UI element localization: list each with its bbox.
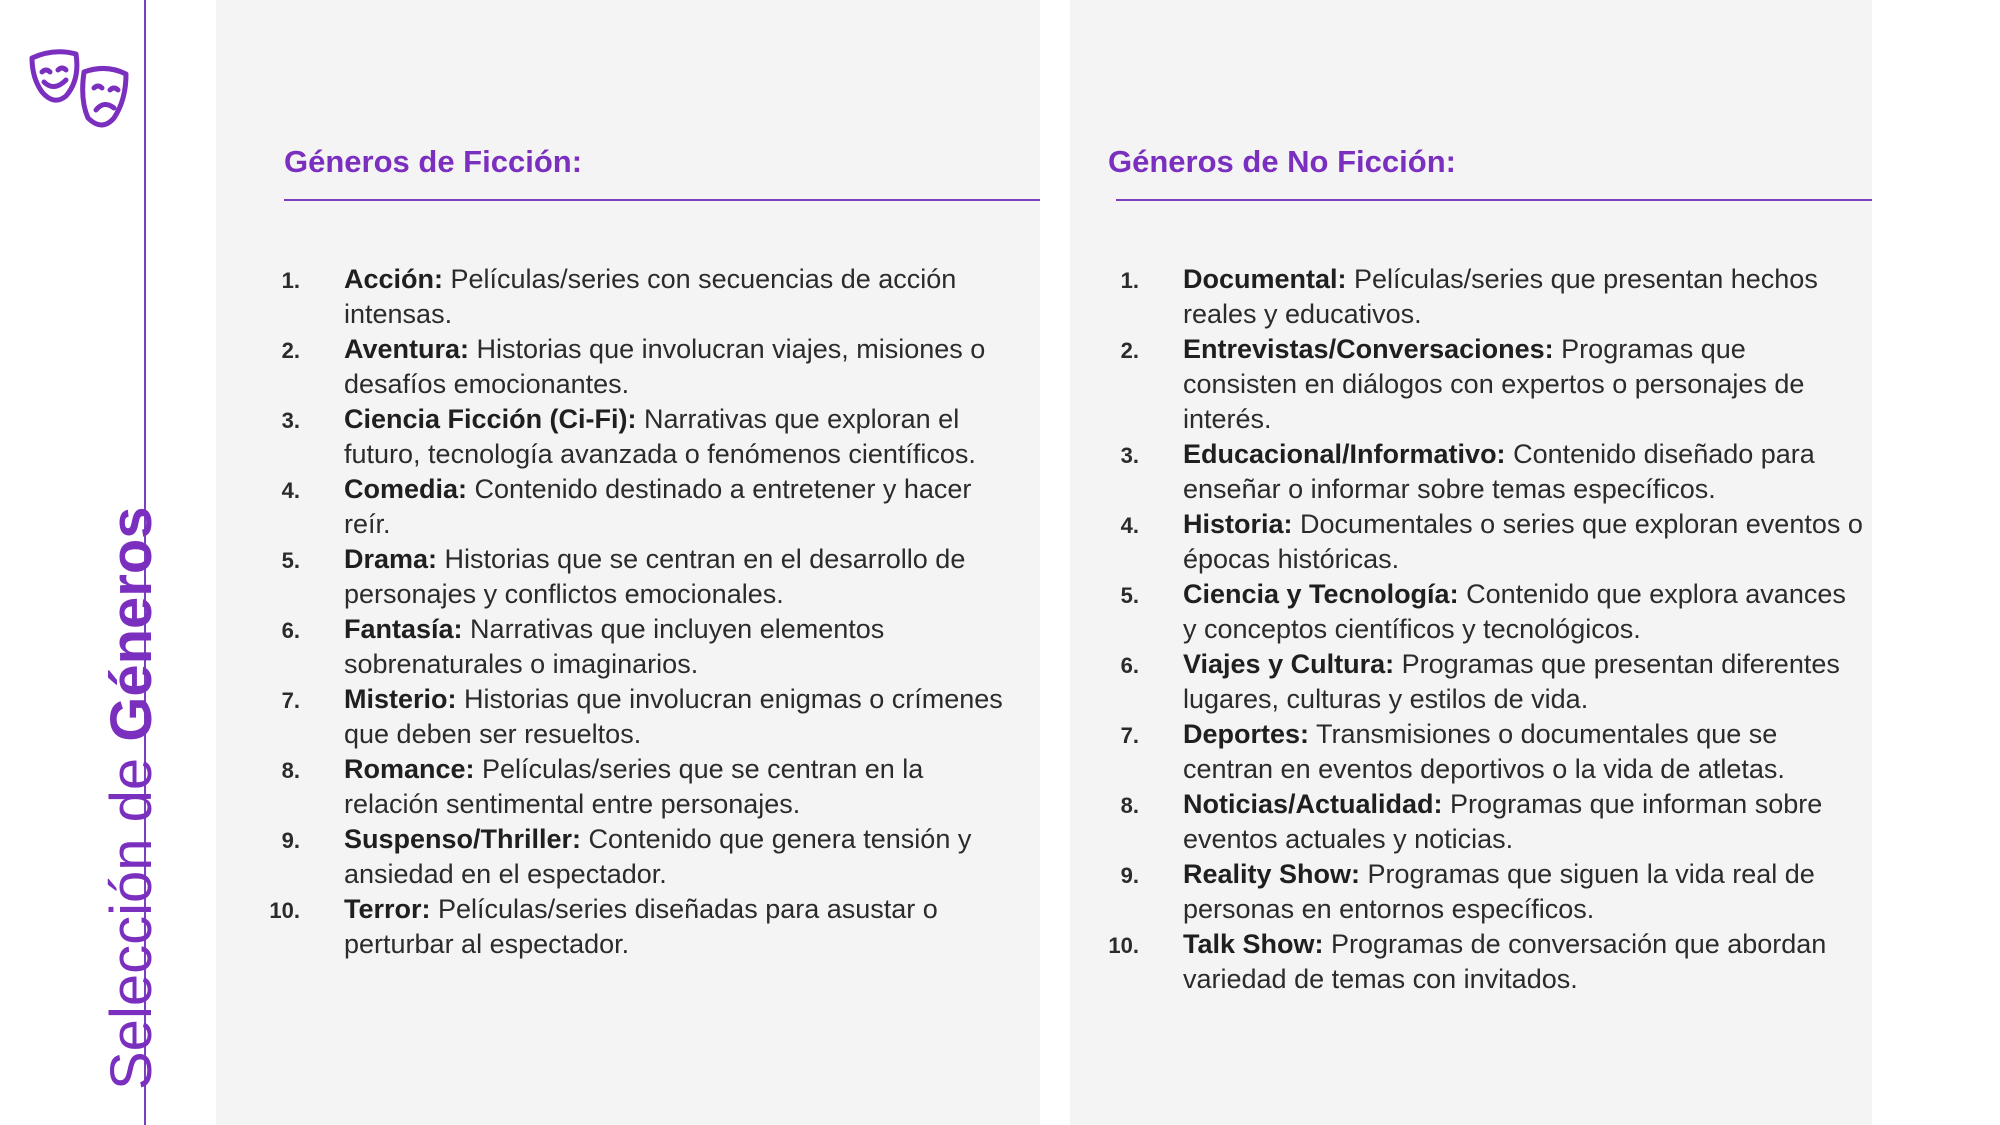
genre-number: 7. bbox=[281, 688, 300, 713]
nonfiction-heading-rule bbox=[1116, 199, 1872, 201]
genre-name: Entrevistas/Conversaciones: bbox=[1183, 334, 1554, 364]
theater-masks-icon bbox=[28, 46, 132, 138]
genre-number: 5. bbox=[281, 548, 300, 573]
genre-number: 2. bbox=[1120, 338, 1139, 363]
genre-description: Narrativas que incluyen elementos sobrenaturales o imaginarios. bbox=[344, 614, 885, 679]
section-title bbox=[99, 506, 164, 1090]
genre-name: Talk Show: bbox=[1183, 929, 1324, 959]
sidebar bbox=[0, 0, 164, 1125]
list-item bbox=[1095, 577, 1865, 647]
genre-name: Viajes y Cultura: bbox=[1183, 649, 1395, 679]
genre-name: Romance: bbox=[344, 754, 475, 784]
genre-description: Películas/series diseñadas para asustar o perturbar al espectador. bbox=[344, 894, 938, 959]
list-item bbox=[1095, 262, 1865, 332]
genre-description: Programas que siguen la vida real de personas en entornos específicos. bbox=[1183, 859, 1815, 924]
fiction-heading-rule bbox=[284, 199, 1040, 201]
genre-number: 9. bbox=[1120, 863, 1139, 888]
genre-name: Misterio: bbox=[344, 684, 457, 714]
list-item bbox=[256, 892, 1016, 962]
genre-description: Historias que se centran en el desarrollo de personajes y conflictos emocionales. bbox=[344, 544, 966, 609]
list-item bbox=[256, 262, 1016, 332]
fiction-panel bbox=[216, 0, 1040, 1125]
genre-number: 3. bbox=[1120, 443, 1139, 468]
genre-description: Contenido que genera tensión y ansiedad en el espectador. bbox=[344, 824, 972, 889]
genre-name: Acción: bbox=[344, 264, 444, 294]
genre-description: Historias que involucran enigmas o crímenes que deben ser resueltos. bbox=[344, 684, 1003, 749]
genre-description: Películas/series con secuencias de acción intensas. bbox=[344, 264, 957, 329]
genre-name: Reality Show: bbox=[1183, 859, 1361, 889]
genre-number: 10. bbox=[1108, 933, 1139, 958]
genre-number: 2. bbox=[281, 338, 300, 363]
list-item bbox=[256, 682, 1016, 752]
genre-description: Películas/series que se centran en la relación sentimental entre personajes. bbox=[344, 754, 924, 819]
genre-number: 4. bbox=[281, 478, 300, 503]
section-title-bold: Géneros bbox=[99, 506, 164, 742]
nonfiction-genre-list bbox=[1095, 262, 1865, 997]
genre-description: Contenido diseñado para enseñar o informar sobre temas específicos. bbox=[1183, 439, 1815, 504]
genre-number: 6. bbox=[1120, 653, 1139, 678]
fiction-genre-list bbox=[256, 262, 1016, 962]
list-item bbox=[1095, 927, 1865, 997]
list-item bbox=[256, 472, 1016, 542]
list-item bbox=[256, 822, 1016, 892]
list-item bbox=[256, 402, 1016, 472]
nonfiction-heading: Géneros de No Ficción: bbox=[1108, 144, 1456, 179]
genre-number: 7. bbox=[1120, 723, 1139, 748]
list-item bbox=[256, 752, 1016, 822]
genre-number: 10. bbox=[269, 898, 300, 923]
list-item bbox=[1095, 857, 1865, 927]
genre-number: 8. bbox=[281, 758, 300, 783]
genre-description: Programas que consisten en diálogos con expertos o personajes de interés. bbox=[1183, 334, 1805, 434]
genre-name: Aventura: bbox=[344, 334, 470, 364]
genre-name: Ciencia Ficción (Ci-Fi): bbox=[344, 404, 637, 434]
genre-number: 1. bbox=[281, 268, 300, 293]
genre-number: 4. bbox=[1120, 513, 1139, 538]
genre-description: Programas que informan sobre eventos actuales y noticias. bbox=[1183, 789, 1823, 854]
genre-description: Historias que involucran viajes, misiones o desafíos emocionantes. bbox=[344, 334, 986, 399]
genre-description: Narrativas que exploran el futuro, tecnología avanzada o fenómenos científicos. bbox=[344, 404, 976, 469]
genre-name: Fantasía: bbox=[344, 614, 463, 644]
fiction-heading: Géneros de Ficción: bbox=[284, 144, 583, 179]
genre-description: Documentales o series que exploran eventos o épocas históricas. bbox=[1183, 509, 1863, 574]
genre-name: Educacional/Informativo: bbox=[1183, 439, 1506, 469]
genre-description: Contenido destinado a entretener y hacer reír. bbox=[344, 474, 972, 539]
list-item bbox=[1095, 717, 1865, 787]
list-item bbox=[1095, 787, 1865, 857]
genre-number: 8. bbox=[1120, 793, 1139, 818]
genre-name: Deportes: bbox=[1183, 719, 1310, 749]
genre-name: Ciencia y Tecnología: bbox=[1183, 579, 1459, 609]
genre-description: Transmisiones o documentales que se centran en eventos deportivos o la vida de atletas. bbox=[1183, 719, 1785, 784]
genre-name: Comedia: bbox=[344, 474, 468, 504]
genre-number: 9. bbox=[281, 828, 300, 853]
genre-number: 1. bbox=[1120, 268, 1139, 293]
genre-description: Programas que presentan diferentes lugares, culturas y estilos de vida. bbox=[1183, 649, 1840, 714]
list-item bbox=[1095, 507, 1865, 577]
genre-number: 5. bbox=[1120, 583, 1139, 608]
genre-number: 3. bbox=[281, 408, 300, 433]
genre-description: Contenido que explora avances y conceptos científicos y tecnológicos. bbox=[1183, 579, 1846, 644]
genre-description: Programas de conversación que abordan variedad de temas con invitados. bbox=[1183, 929, 1827, 994]
section-title-light: Selección de bbox=[99, 741, 164, 1090]
list-item bbox=[1095, 647, 1865, 717]
list-item bbox=[1095, 437, 1865, 507]
genre-description: Películas/series que presentan hechos reales y educativos. bbox=[1183, 264, 1818, 329]
genre-name: Suspenso/Thriller: bbox=[344, 824, 582, 854]
genre-number: 6. bbox=[281, 618, 300, 643]
genre-name: Noticias/Actualidad: bbox=[1183, 789, 1443, 819]
genre-name: Historia: bbox=[1183, 509, 1293, 539]
genre-name: Terror: bbox=[344, 894, 431, 924]
nonfiction-panel bbox=[1070, 0, 1872, 1125]
list-item bbox=[256, 332, 1016, 402]
list-item bbox=[256, 542, 1016, 612]
genre-name: Documental: bbox=[1183, 264, 1347, 294]
genre-name: Drama: bbox=[344, 544, 438, 574]
list-item bbox=[1095, 332, 1865, 437]
list-item bbox=[256, 612, 1016, 682]
